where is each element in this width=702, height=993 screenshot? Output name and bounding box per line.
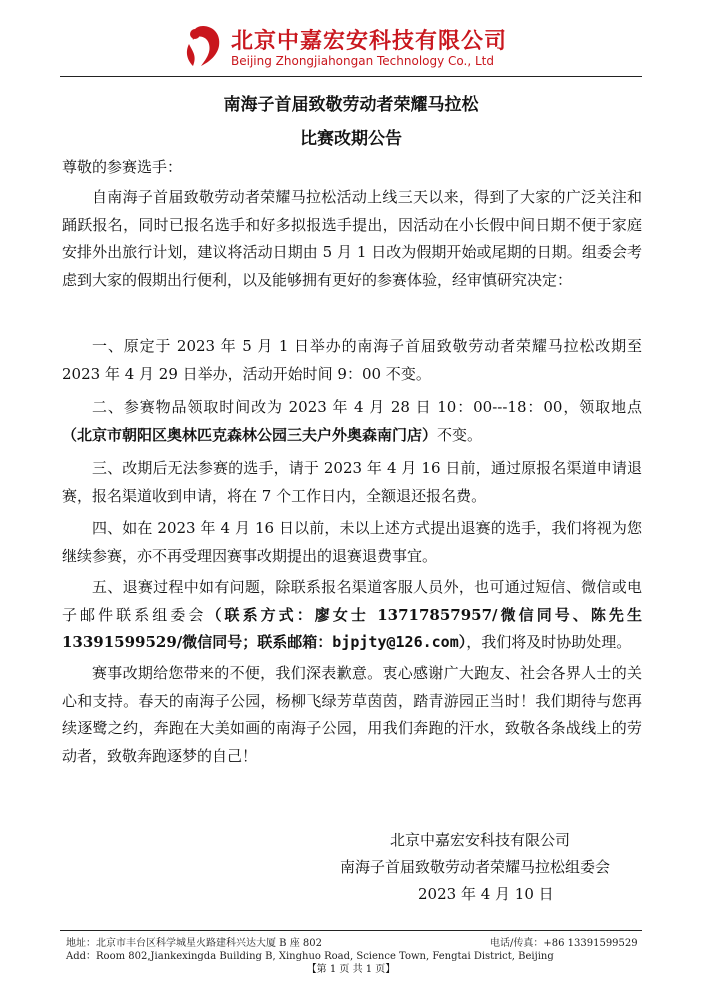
page-number: 【第 1 页 共 1 页】 [306,964,396,975]
item-5-contacts: （联系方式：廖女士 13717857957/微信同号、陈先生 13391599529/微信同号；联系邮箱： [62,605,642,651]
salutation: 尊敬的参赛选手： [62,158,183,176]
company-logo-icon [183,22,223,70]
closing-paragraph: 赛事改期给您带来的不便，我们深表歉意。衷心感谢广大跑友、社会各界人士的关心和支持。春天的南海子公园，杨柳飞绿芳草茵茵，踏青游园正当时！我们期待与您再续逐鹭之约，奔跑在大美如画的南海子公园，用我们奔跑的汗水，致敬各条战线上的劳动者，致敬奔跑逐梦的自己！ [62,664,642,765]
title-line-1: 南海子首届致敬劳动者荣耀马拉松 [223,95,479,115]
signature-committee: 南海子首届致敬劳动者荣耀马拉松组委会 [340,858,611,876]
item-2 [62,394,642,449]
contact-email: bjpjty@126.com [332,633,459,651]
item-2-location: （北京市朝阳区奥林匹克森林公园三夫户外奥森南门店） [62,425,438,444]
item-1: 一、原定于 2023 年 5 月 1 日举办的南海子首届致敬劳动者荣耀马拉松改期至 2023 年 4 月 29 日举办，活动开始时间 9：00 不变。 [62,337,642,383]
item-2-tail: 不变。 [437,425,483,444]
footer-address-en: Add：Room 802,Jiankexingda Building B, Xinghuo Road, Science Town, Fengtai District, Beijing [66,951,554,962]
letterhead [183,14,523,74]
footer-divider [60,930,642,931]
footer-phone: 电话/传真：+86 13391599529 [490,938,638,949]
title-line-2: 比赛改期公告 [300,129,402,149]
item-2-text: 二、参赛物品领取时间改为 2023 年 4 月 28 日 10：00---18：00，领取地点 [92,398,642,416]
header-divider [60,76,642,77]
item-3: 三、改期后无法参赛的选手，请于 2023 年 4 月 16 日前，通过原报名渠道申请退赛，报名渠道收到申请，将在 7 个工作日内，全额退还报名费。 [62,459,642,505]
item-5-contacts-end: ） [458,633,467,651]
item-5-tail: ，我们将及时协助处理。 [466,633,632,651]
company-name-cn: 北京中嘉宏安科技有限公司 [231,29,508,54]
company-name-en: Beijing Zhongjiahongan Technology Co., Ltd [231,54,495,68]
item-5 [62,574,642,657]
intro-paragraph: 自南海子首届致敬劳动者荣耀马拉松活动上线三天以来，得到了大家的广泛关注和踊跃报名，同时已报名选手和好多拟报选手提出，因活动在小长假中间日期不便于家庭安排外出旅行计划，建议将活动日期由 5 月 1 日改为假期开始或尾期的日期。组委会考虑到大家的假期出行便利，以及能够拥有更好的参赛体验，经审慎研究决定： [62,188,642,289]
footer-address-cn: 地址：北京市丰台区科学城星火路建科兴达大厦 B 座 802 [66,938,322,949]
signature-date: 2023 年 4 月 10 日 [418,885,554,903]
item-5-text: 五、退赛过程中如有问题，除联系报名渠道客服人员外，也可通过短信、微信或电子邮件联系组委会 [62,578,642,624]
signature-company: 北京中嘉宏安科技有限公司 [390,831,571,849]
item-4: 四、如在 2023 年 4 月 16 日以前，未以上述方式提出退赛的选手，我们将视为您继续参赛，亦不再受理因赛事改期提出的退赛退费事宜。 [62,519,642,565]
